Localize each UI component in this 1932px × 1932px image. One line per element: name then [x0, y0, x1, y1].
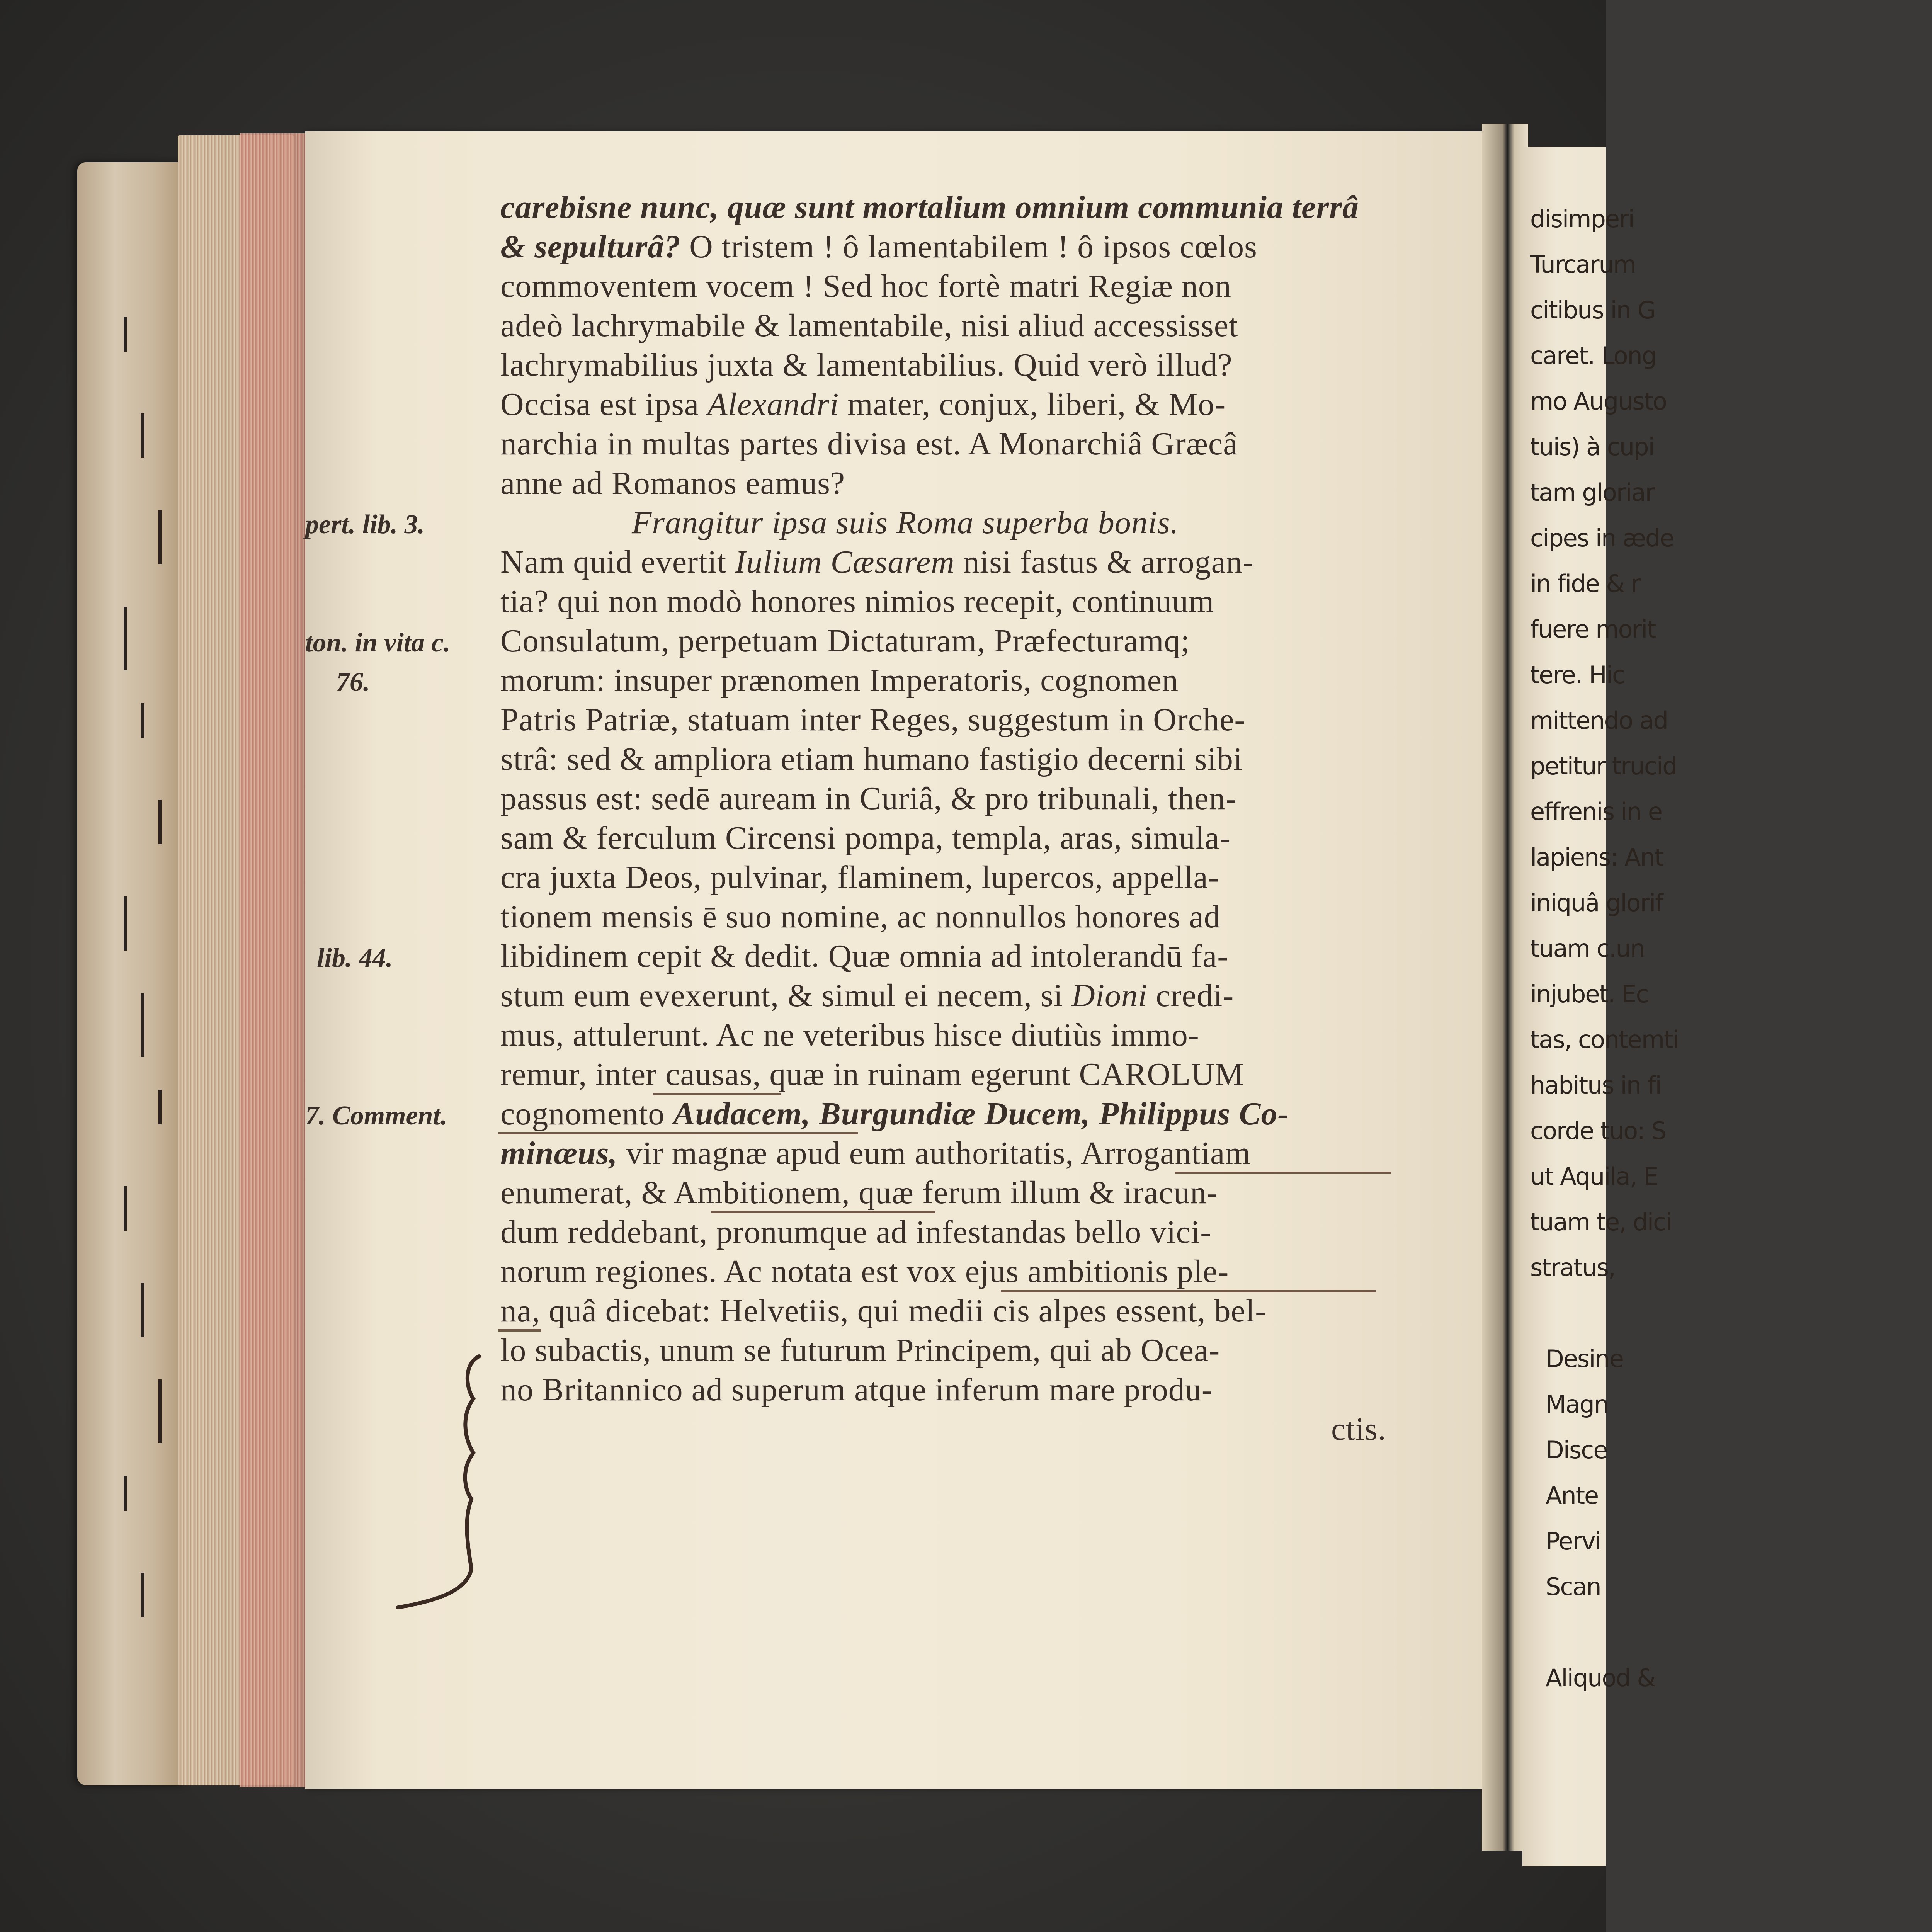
text-span: tia? qui non modò honores nimios recepit, continuum	[500, 583, 1214, 619]
text-span: Occisa est ipsa	[500, 386, 708, 422]
margin-note: lib. 44.	[317, 943, 393, 973]
facing-page-line: tam gloriar	[1530, 478, 1655, 507]
text-span: norum regiones. Ac notata est vox ejus ambitionis ple-	[500, 1253, 1229, 1289]
facing-page-line: effrenis in e	[1530, 798, 1662, 826]
text-line	[500, 898, 1221, 937]
underline-mark	[1175, 1172, 1391, 1174]
spine-mark	[141, 993, 144, 1057]
facing-page-line: corde tuo: S	[1530, 1117, 1666, 1145]
facing-page-line: Disce	[1546, 1436, 1607, 1464]
text-span: passus est: sedē auream in Curiâ, & pro tribunali, then-	[500, 781, 1237, 816]
ink-bracket-annotation	[390, 1352, 491, 1631]
spine-mark	[124, 1186, 127, 1231]
text-span: mus, attulerunt. Ac ne veteribus hisce diutiùs immo-	[500, 1017, 1199, 1053]
text-span: remur, inter causas, quæ in ruinam egerunt CAROLUM	[500, 1056, 1244, 1092]
facing-page-line: iniquâ glorif	[1530, 889, 1663, 917]
text-line	[500, 1253, 1229, 1291]
text-line	[500, 937, 1228, 976]
text-span: Consulatum, perpetuam Dictaturam, Præfecturamq;	[500, 623, 1190, 659]
text-line	[500, 740, 1243, 779]
facing-page-line: ut Aquila, E	[1530, 1162, 1658, 1190]
facing-page-line: Turcarum	[1530, 250, 1636, 279]
facing-page-line: tas, contemti	[1530, 1026, 1679, 1054]
text-line	[500, 583, 1214, 621]
text-span: cra juxta Deos, pulvinar, flaminem, lupercos, appella-	[500, 859, 1219, 895]
facing-page-line: Ante	[1546, 1481, 1599, 1510]
text-span: stum eum evexerunt, & simul ei necem, si	[500, 978, 1072, 1014]
facing-page-line: stratus,	[1530, 1253, 1615, 1282]
text-span: Patris Patriæ, statuam inter Reges, suggestum in Orche-	[500, 702, 1246, 738]
facing-page-line: disimperi	[1530, 205, 1634, 233]
text-line	[1331, 1410, 1932, 1449]
text-span: commoventem vocem ! Sed hoc fortè matri Regiæ non	[500, 268, 1231, 304]
text-line	[500, 425, 1238, 464]
text-span: libidinem cepit & dedit. Quæ omnia ad intolerandū fa-	[500, 938, 1229, 974]
text-line	[500, 464, 845, 503]
spine-mark	[124, 317, 127, 352]
text-line	[500, 543, 1254, 582]
text-line	[500, 1016, 1199, 1055]
facing-page-line: petitur trucid	[1530, 752, 1677, 780]
facing-page-line: Scan	[1546, 1573, 1601, 1601]
text-span: Iulium Cæsarem	[735, 544, 955, 580]
facing-page-line: Magn	[1546, 1390, 1609, 1418]
facing-page-line: mo Augusto	[1530, 387, 1667, 415]
text-span: no Britannico ad superum atque inferum mare produ-	[500, 1372, 1213, 1408]
text-span: lo subactis, unum se futurum Principem, qui ab Ocea-	[500, 1332, 1220, 1368]
margin-note: 76.	[336, 667, 370, 697]
underline-mark	[498, 1329, 541, 1332]
text-line	[500, 1371, 1213, 1410]
text-span: minæus,	[500, 1135, 618, 1171]
underline-mark	[711, 1211, 935, 1213]
text-line	[500, 662, 1179, 700]
facing-page-line: cipes in æde	[1530, 524, 1674, 552]
text-line	[500, 267, 1231, 306]
text-span: enumerat, & Ambitionem, quæ ferum illum & iracun-	[500, 1175, 1218, 1211]
text-line	[500, 189, 1359, 227]
facing-page-line: lapiens: Ant	[1530, 843, 1663, 871]
spine-mark	[141, 703, 144, 738]
text-span: Nam quid evertit	[500, 544, 735, 580]
text-line	[500, 1332, 1220, 1370]
text-line	[500, 819, 1231, 858]
text-line	[500, 346, 1233, 385]
facing-page-line: injubet. Ec	[1530, 980, 1648, 1008]
text-span: morum: insuper prænomen Imperatoris, cognomen	[500, 662, 1179, 698]
text-line	[500, 1095, 1289, 1134]
spine-mark	[158, 800, 162, 844]
text-line	[500, 701, 1245, 740]
facing-page	[1522, 147, 1679, 1866]
spine-mark	[141, 1283, 144, 1337]
text-span: credi-	[1147, 978, 1234, 1014]
text-line	[500, 228, 1257, 267]
underline-mark	[653, 1093, 781, 1095]
facing-page-line: tuam c.un	[1530, 934, 1645, 963]
text-line	[500, 780, 1237, 818]
margin-note: ton. in vita c.	[305, 628, 451, 658]
text-line	[500, 622, 1190, 661]
text-span: strâ: sed & ampliora etiam humano fastigio decerni sibi	[500, 741, 1243, 777]
text-span: sam & ferculum Circensi pompa, templa, aras, simula-	[500, 820, 1231, 856]
underline-mark	[1001, 1290, 1376, 1292]
text-span: Frangitur ipsa suis Roma superba bonis.	[632, 505, 1179, 541]
spine-markings	[108, 317, 185, 1708]
text-line	[500, 307, 1238, 345]
spine-mark	[141, 1573, 144, 1617]
binding-gutter	[1482, 124, 1528, 1851]
text-span: dum reddebant, pronumque ad infestandas bello vici-	[500, 1214, 1212, 1250]
underline-mark	[498, 1132, 858, 1134]
text-span: adeò lachrymabile & lamentabile, nisi aliud accessisset	[500, 308, 1238, 344]
text-line	[500, 977, 1234, 1015]
text-span: carebisne nunc, quæ sunt mortalium omnium communia terrâ	[500, 189, 1359, 225]
text-line	[632, 504, 1179, 543]
text-line	[500, 1213, 1211, 1252]
text-span: O tristem ! ô lamentabilem ! ô ipsos cœlos	[681, 229, 1257, 265]
text-span: narchia in multas partes divisa est. A Monarchiâ Græcâ	[500, 426, 1238, 462]
facing-page-line: tuis) à cupi	[1530, 433, 1654, 461]
facing-page-line: Aliquod &	[1546, 1664, 1655, 1692]
spine-mark	[124, 1476, 127, 1511]
spine-mark	[158, 510, 162, 564]
text-span: cognomento	[500, 1096, 673, 1132]
text-span: mater, conjux, liberi, & Mo-	[839, 386, 1226, 422]
text-line	[500, 1056, 1244, 1094]
facing-page-line: citibus in G	[1530, 296, 1655, 324]
spine-mark	[158, 1379, 162, 1443]
facing-page-line: Desine	[1546, 1345, 1623, 1373]
text-span: vir magnæ apud eum authoritatis, Arrogantiam	[617, 1135, 1251, 1171]
facing-page-line: tuam te, dici	[1530, 1208, 1672, 1236]
spine-mark	[141, 413, 144, 458]
text-line	[500, 1134, 1251, 1173]
facing-page-line: fuere morit	[1530, 615, 1656, 643]
facing-page-line: habitus in fi	[1530, 1071, 1661, 1099]
text-span: lachrymabilius juxta & lamentabilius. Quid verò illud?	[500, 347, 1233, 383]
text-span: nisi fastus & arrogan-	[954, 544, 1254, 580]
text-line	[500, 859, 1219, 897]
margin-note: pert. lib. 3.	[305, 510, 425, 539]
facing-page-line: mittendo ad	[1530, 706, 1668, 735]
margin-note: 7. Comment.	[305, 1101, 447, 1131]
facing-page-line: tere. Hic	[1530, 661, 1625, 689]
text-span: Dioni	[1071, 978, 1148, 1014]
spine-mark	[124, 896, 127, 951]
facing-page-line: caret. Long	[1530, 342, 1656, 370]
facing-page-line: Pervi	[1546, 1527, 1601, 1555]
text-span: na, quâ dicebat: Helvetiis, qui medii cis alpes essent, bel-	[500, 1293, 1267, 1329]
red-page-edges	[240, 133, 305, 1787]
text-span: tionem mensis ē suo nomine, ac nonnullos honores ad	[500, 899, 1221, 935]
text-line	[500, 386, 1226, 424]
text-span: anne ad Romanos eamus?	[500, 465, 845, 501]
text-span: & sepulturâ?	[500, 229, 681, 265]
text-span: Audacem, Burgundiæ Ducem, Philippus Co-	[673, 1096, 1289, 1132]
text-span: Alexandri	[707, 386, 839, 422]
spine-mark	[158, 1090, 162, 1124]
text-line	[500, 1174, 1218, 1213]
text-line	[500, 1292, 1266, 1331]
text-span: ctis.	[1331, 1411, 1386, 1447]
facing-page-line: in fide & r	[1530, 570, 1640, 598]
spine-mark	[124, 607, 127, 670]
